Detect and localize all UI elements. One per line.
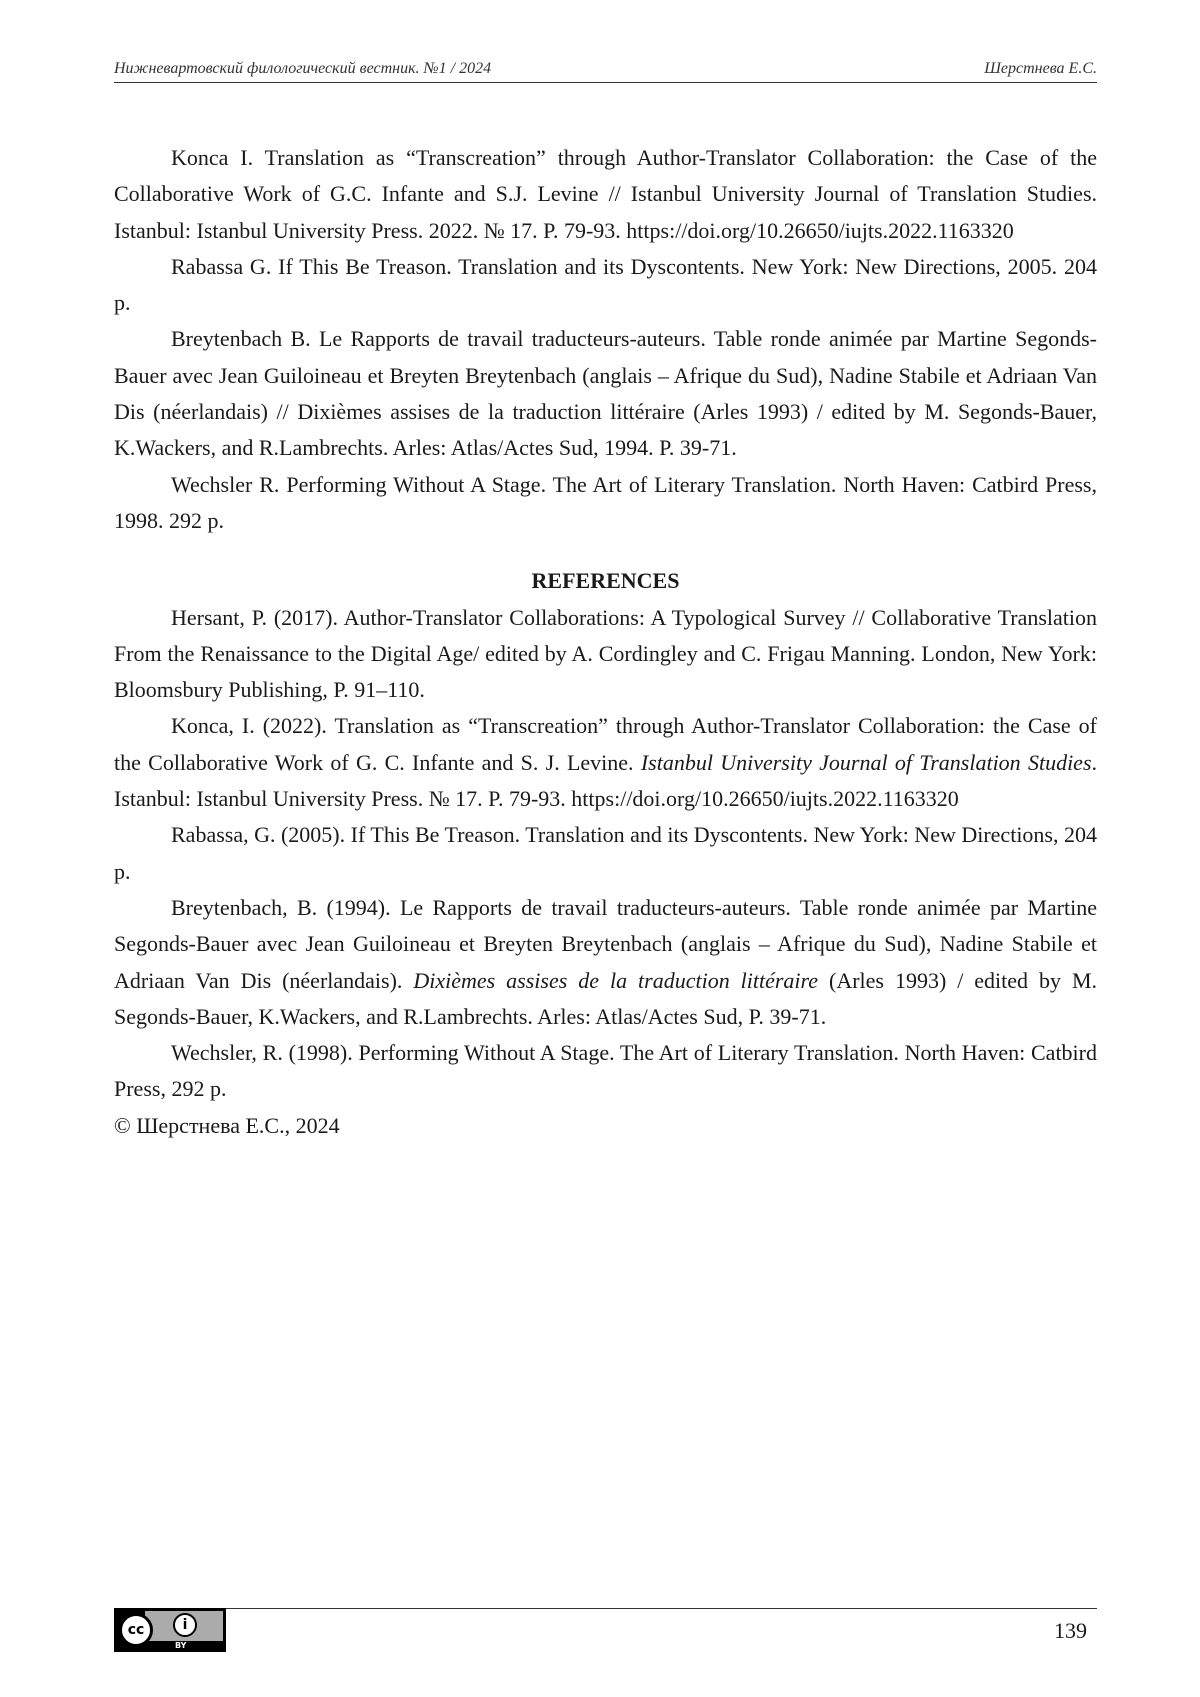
- entry-text: Konca I. Translation as “Transcreation” through Author-Translator Collaboration: the Case of the Collaborative Work of G.C. Infante and S.J. Levine // Istanbul University Journal of Translation Studies. Istanbul: Istanbul University Press. 2022. № 17. P. 79-93. https://doi.org/10.26650/iujts.2022.1163320: [114, 145, 1097, 243]
- reference-entry: [114, 890, 1097, 1035]
- page-number: 139: [1054, 1618, 1087, 1643]
- running-header: [114, 60, 1097, 83]
- bibliography-entry: [114, 321, 1097, 466]
- entry-text: Wechsler, R. (1998). Performing Without A Stage. The Art of Literary Translation. North Haven: Catbird Press, 292 p.: [114, 1040, 1097, 1102]
- entry-text: Hersant, P. (2017). Author-Translator Collaborations: A Typological Survey // Collaborative Translation From the Renaissance to the Digital Age/ edited by A. Cordingley and C. Frigau Manning. London, New York: Bloomsbury Publishing, P. 91–110.: [114, 604, 1097, 703]
- creative-commons-icon: cc: [119, 1613, 153, 1647]
- entry-text: . Istanbul: Istanbul University Press. № 17. P. 79-93. https://doi.org/10.26650/iujts.2022.1163320: [114, 749, 1098, 812]
- entry-text: Konca, I. (2022). Translation as “Transcreation” through Author-Translator Collaboration: the Case of the Collaborative Work of G. C. Infante and S. J. Levine.: [114, 713, 1097, 775]
- bibliography-entry: [114, 249, 1097, 322]
- page-footer: [114, 1608, 1097, 1656]
- reference-entry: [114, 600, 1097, 709]
- copyright-notice: © Шерстнева Е.С., 2024: [114, 1112, 340, 1138]
- bibliography-list: [114, 140, 1097, 539]
- reference-entry: [114, 1035, 1097, 1108]
- entry-text: Breytenbach B. Le Rapports de travail traducteurs-auteurs. Table ronde animée par Martine Segonds-Bauer avec Jean Guiloineau et Breyten Breytenbach (anglais – Afrique du Sud), Nadine Stabile et Adriaan Van Dis (néerlandais) // Dixièmes assises de la traduction littéraire (Arles 1993) / edited by M. Segonds-Bauer, K.Wackers, and R.Lambrechts. Arles: Atlas/Actes Sud, 1994. P. 39-71.: [114, 326, 1097, 461]
- attribution-icon: i: [173, 1613, 197, 1637]
- bibliography-entry: [114, 467, 1097, 540]
- reference-entry: [114, 708, 1097, 817]
- italic-title: Dixièmes assises de la traduction littéraire: [413, 967, 819, 993]
- journal-title: Нижневартовский филологический вестник. №1 / 2024: [114, 60, 492, 77]
- cc-by-license-badge: [114, 1608, 226, 1652]
- author-name: Шерстнева Е.С.: [984, 60, 1097, 77]
- reference-entry: [114, 817, 1097, 890]
- entry-text: Rabassa, G. (2005). If This Be Treason. Translation and its Dyscontents. New York: New Directions, 204 p.: [114, 822, 1097, 884]
- references-list: [114, 600, 1097, 1108]
- entry-text: Wechsler R. Performing Without A Stage. The Art of Literary Translation. North Haven: Catbird Press, 1998. 292 p.: [114, 471, 1097, 533]
- entry-text: Rabassa G. If This Be Treason. Translation and its Dyscontents. New York: New Directions, 2005. 204 p.: [114, 253, 1097, 316]
- entry-text: (Arles 1993) / edited by M. Segonds-Bauer, K.Wackers, and R.Lambrechts. Arles: Atlas/Actes Sud, P. 39-71.: [114, 967, 1098, 1029]
- footer-rule: [226, 1608, 1097, 1609]
- main-text: [114, 140, 1097, 1144]
- bibliography-entry: [114, 140, 1097, 249]
- italic-title: Istanbul University Journal of Translation Studies: [640, 749, 1092, 775]
- references-heading: REFERENCES: [531, 568, 680, 594]
- entry-text: Breytenbach, B. (1994). Le Rapports de travail traducteurs-auteurs. Table ronde animée par Martine Segonds-Bauer avec Jean Guiloineau et Breyten Breytenbach (anglais – Afrique du Sud), Nadine Stabile et Adriaan Van Dis (néerlandais).: [114, 894, 1097, 993]
- license-label: BY: [175, 1641, 187, 1650]
